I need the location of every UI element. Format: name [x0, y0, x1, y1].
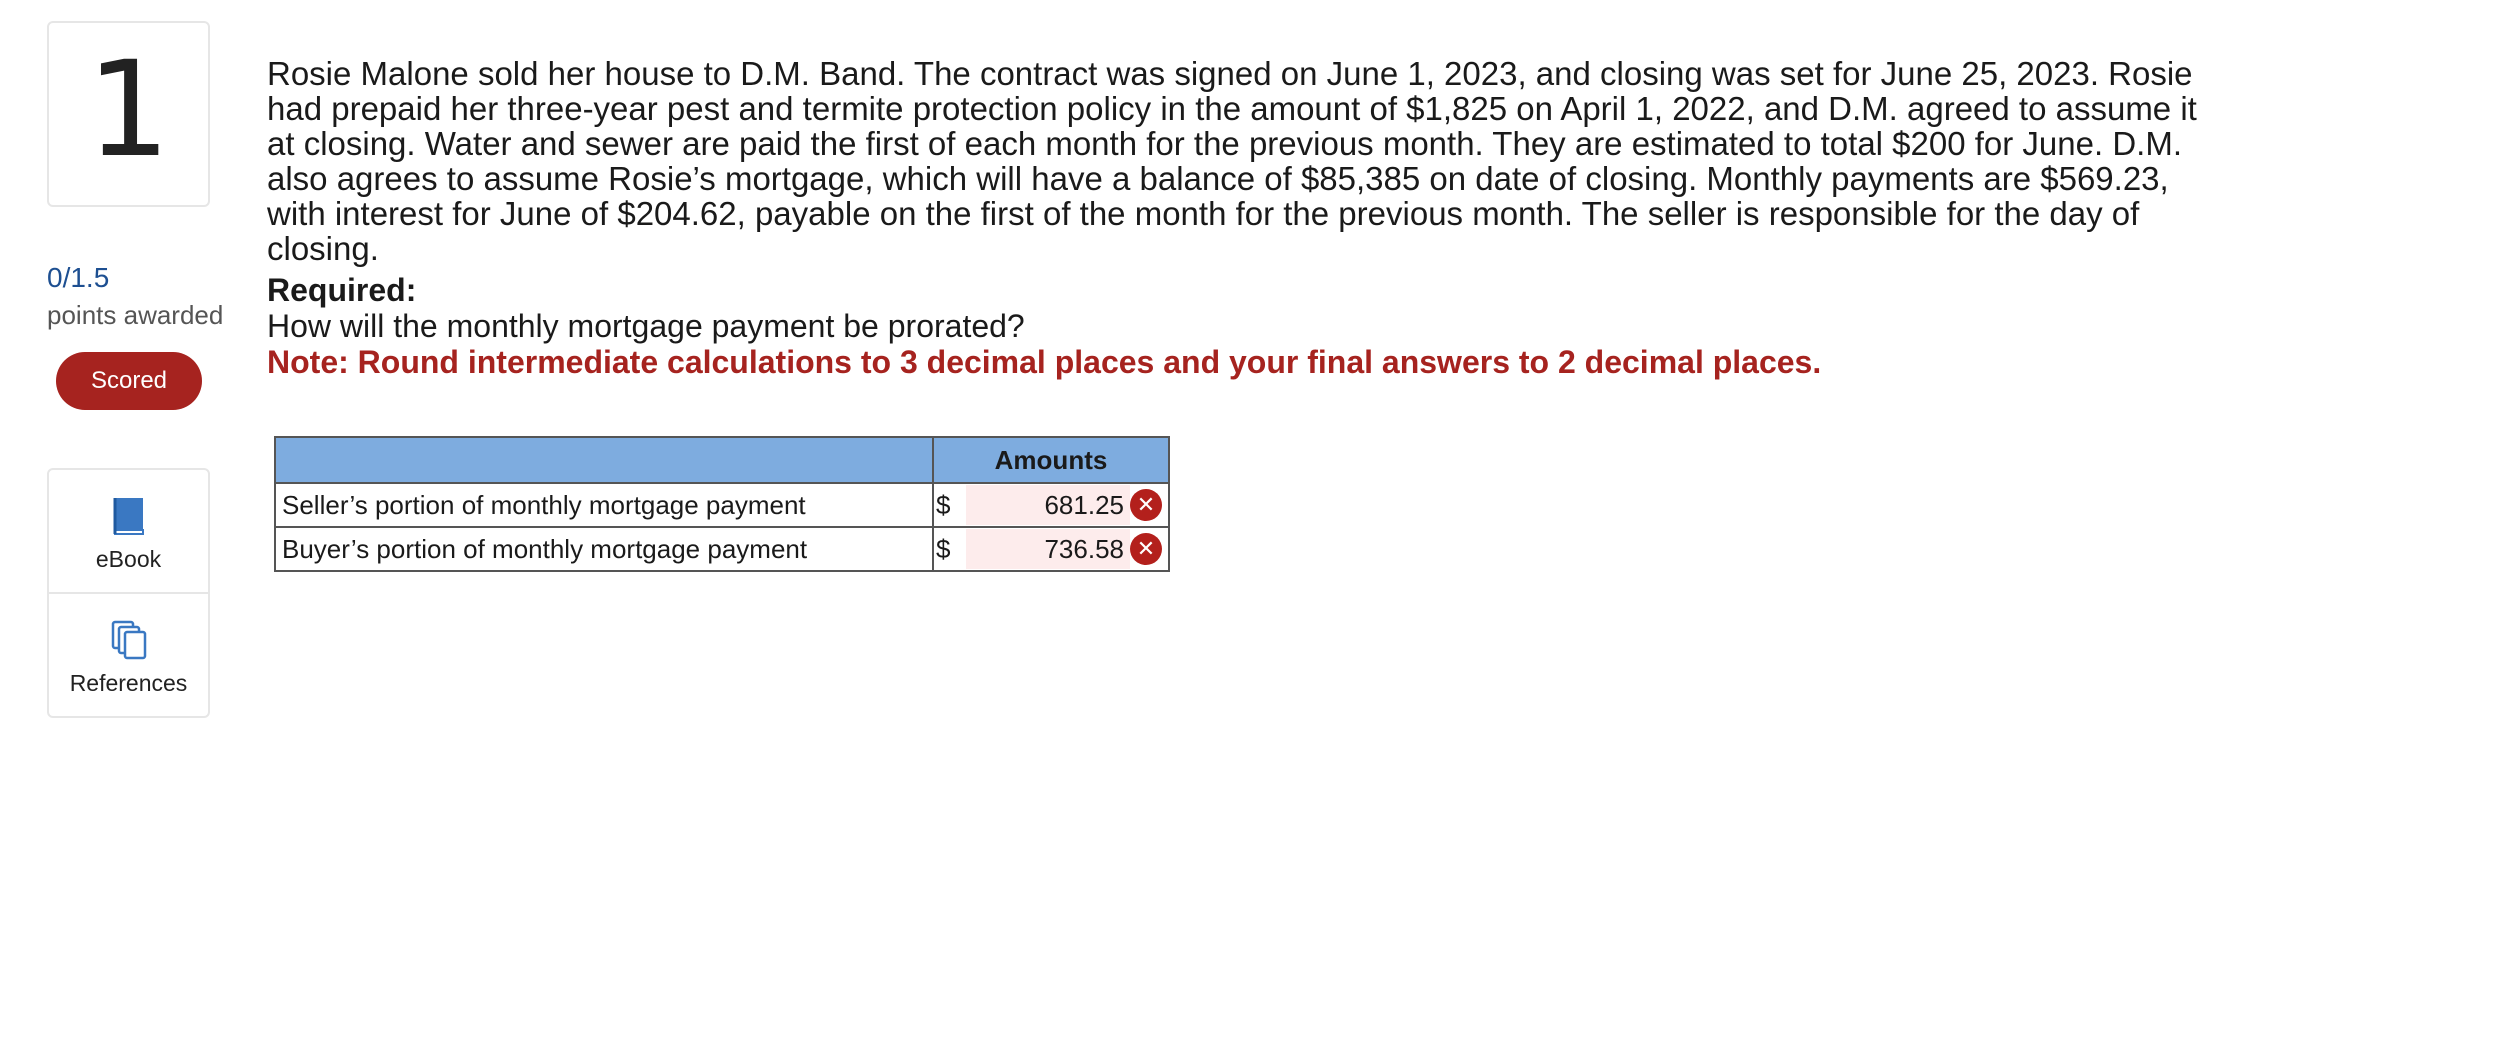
answer-table	[274, 436, 1170, 572]
copy-icon	[109, 618, 149, 662]
row-label-buyer: Buyer’s portion of monthly mortgage payment	[275, 527, 933, 571]
references-label: References	[69, 670, 188, 696]
references-button[interactable]	[49, 594, 208, 718]
rounding-note: Note: Round intermediate calculations to 3 decimal places and your final answers to 2 decimal places.	[267, 344, 1822, 380]
ebook-label: eBook	[95, 546, 162, 572]
question-number: 1	[86, 33, 171, 187]
amount-cell-buyer	[933, 527, 1169, 571]
question-number-box	[47, 21, 210, 207]
amount-cell-seller	[933, 483, 1169, 527]
buyer-amount-input[interactable]: 736.58	[966, 529, 1130, 569]
tools-panel	[47, 468, 210, 718]
required-heading: Required:	[267, 272, 417, 308]
table-row	[275, 483, 1169, 527]
ebook-button[interactable]	[49, 470, 208, 594]
table-header-blank	[275, 437, 933, 483]
incorrect-icon: ✕	[1130, 533, 1162, 565]
currency-symbol: $	[936, 489, 951, 520]
book-icon	[109, 494, 149, 538]
question-text: How will the monthly mortgage payment be prorated?	[267, 308, 1025, 344]
points-score: 0/1.5	[47, 262, 110, 293]
points-label: points awarded	[47, 300, 224, 330]
table-header-amounts: Amounts	[933, 437, 1169, 483]
currency-symbol: $	[936, 533, 951, 564]
table-row	[275, 527, 1169, 571]
seller-amount-input[interactable]: 681.25	[966, 485, 1130, 525]
problem-text: Rosie Malone sold her house to D.M. Band. The contract was signed on June 1, 2023, and closing was set for June 25, 2023. Rosie had prepaid her three-year pest and termite protection policy in the amount of $1,825 on April 1, 2022, and D.M. agreed to assume it at closing. Water and sewer are paid the first of each month for the previous month. They are estimated to total $200 for June. D.M. also agrees to assume Rosie’s mortgage, which will have a balance of $85,385 on date of closing. Monthly payments are $569.23, with interest for June of $204.62, payable on the first of the month for the previous month. The seller is responsible for the day of closing.	[267, 55, 2197, 267]
scored-badge: Scored	[56, 352, 202, 410]
table-header-row	[275, 437, 1169, 483]
row-label-seller: Seller’s portion of monthly mortgage payment	[275, 483, 933, 527]
incorrect-icon: ✕	[1130, 489, 1162, 521]
